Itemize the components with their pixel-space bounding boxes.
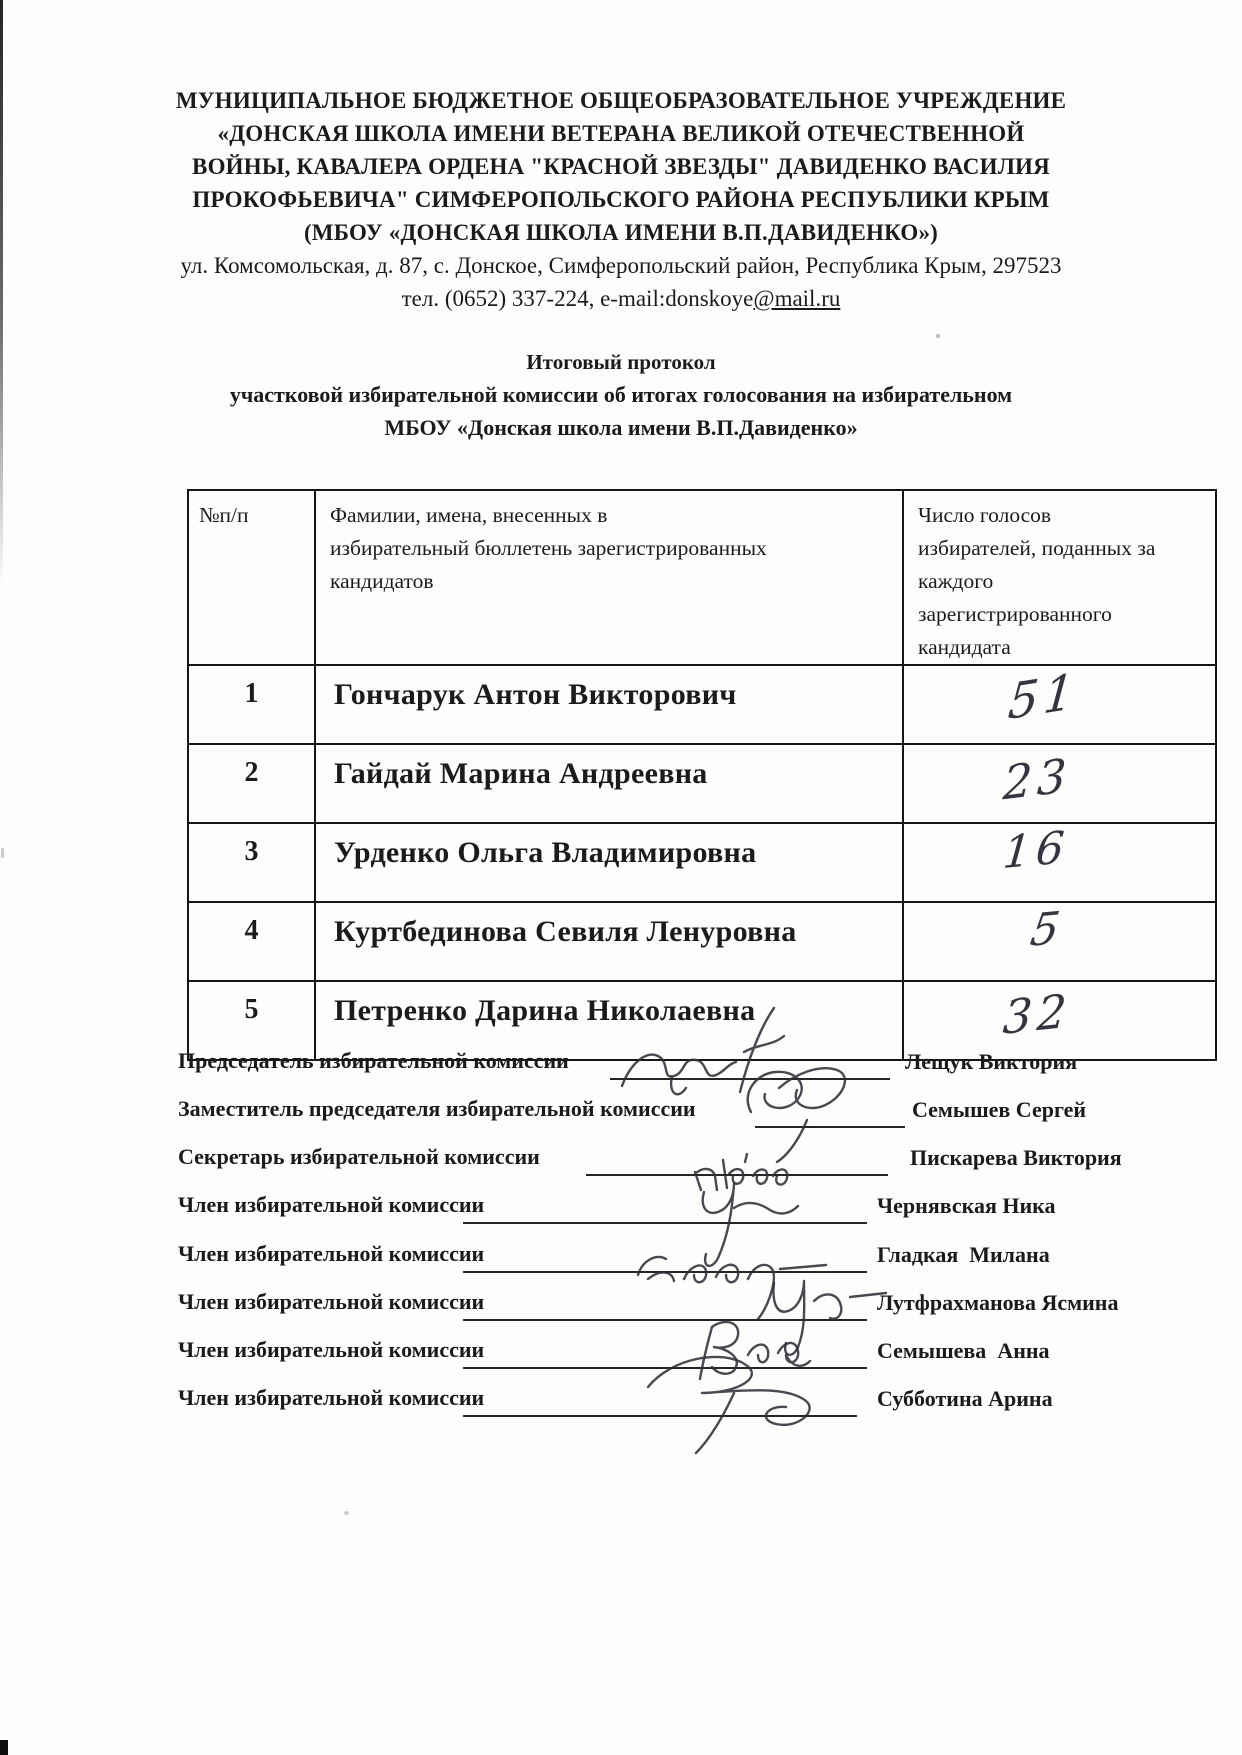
- signer-name: Лещук Виктория: [905, 1049, 1078, 1074]
- table-row: [188, 665, 1216, 744]
- handwritten-vote-count: 16: [1000, 821, 1071, 880]
- row-number: 2: [188, 744, 315, 823]
- signer-name: Семышев Сергей: [912, 1097, 1087, 1122]
- signer-name: Лутфрахманова Ясмина: [877, 1290, 1119, 1315]
- scan-speck: [936, 334, 940, 338]
- signature-role-label: Член избирательной комиссии: [178, 1289, 485, 1314]
- letterhead: [0, 84, 1242, 315]
- table-row: [188, 823, 1216, 902]
- letterhead-line: (МБОУ «ДОНСКАЯ ШКОЛА ИМЕНИ В.П.ДАВИДЕНКО»): [303, 220, 939, 245]
- row-number: 1: [188, 665, 315, 744]
- vote-count-cell: [903, 662, 1216, 744]
- signature-row: [0, 1241, 1242, 1283]
- signature-row: [0, 1385, 1242, 1427]
- signature-row: [0, 1144, 1242, 1186]
- candidate-name: Гончарук Антон Викторович: [315, 665, 903, 744]
- signature-row: [0, 1337, 1242, 1379]
- row-number: 5: [188, 981, 315, 1060]
- signature-role-label: Член избирательной комиссии: [178, 1241, 485, 1266]
- signer-name: Гладкая Милана: [877, 1242, 1050, 1267]
- title-line: МБОУ «Донская школа имени В.П.Давиденко»: [384, 415, 858, 440]
- signature-role-label: Член избирательной комиссии: [178, 1192, 485, 1217]
- vote-count-cell: [903, 744, 1216, 823]
- signature-row: [0, 1048, 1242, 1090]
- header-line: Фамилии, имена, внесенных в: [330, 503, 608, 527]
- handwritten-vote-count: 51: [1005, 662, 1082, 732]
- row-number: 3: [188, 823, 315, 902]
- header-line: каждого: [918, 569, 994, 593]
- signer-name: Семышева Анна: [877, 1338, 1050, 1363]
- signature-row: [0, 1096, 1242, 1138]
- handwritten-vote-count: 32: [1001, 983, 1074, 1045]
- table-header-row: [188, 490, 1216, 665]
- email-link-suffix: @mail.ru: [753, 286, 841, 311]
- signature-role-label: Член избирательной комиссии: [178, 1385, 485, 1410]
- table-row: [188, 902, 1216, 981]
- title-line: участковой избирательной комиссии об итогах голосования на избирательном: [229, 382, 1013, 407]
- letterhead-line: ВОЙНЫ, КАВАЛЕРА ОРДЕНА "КРАСНОЙ ЗВЕЗДЫ" ДАВИДЕНКО ВАСИЛИЯ: [192, 154, 1050, 179]
- scan-speck: [344, 1511, 349, 1515]
- document-title: [0, 346, 1242, 444]
- signer-name: Субботина Арина: [877, 1386, 1053, 1411]
- letterhead-line: ПРОКОФЬЕВИЧА" СИМФЕРОПОЛЬСКОГО РАЙОНА РЕСПУБЛИКИ КРЫМ: [192, 187, 1050, 212]
- signature-row: [0, 1289, 1242, 1331]
- header-line: избирательный бюллетень зарегистрированных: [330, 536, 767, 560]
- letterhead-line: МУНИЦИПАЛЬНОЕ БЮДЖЕТНОЕ ОБЩЕОБРАЗОВАТЕЛЬНОЕ УЧРЕЖДЕНИЕ: [175, 88, 1067, 113]
- letterhead-line: «ДОНСКАЯ ШКОЛА ИМЕНИ ВЕТЕРАНА ВЕЛИКОЙ ОТЕЧЕСТВЕННОЙ: [217, 121, 1025, 146]
- phone-and-email-text: тел. (0652) 337-224, e-mail:donskoye: [401, 286, 754, 311]
- header-line: кандидата: [918, 635, 1011, 659]
- header-cell-votes: [903, 490, 1216, 665]
- candidate-name: Урденко Ольга Владимировна: [315, 823, 903, 902]
- handwritten-vote-count: 23: [1002, 747, 1073, 811]
- letterhead-address: ул. Комсомольская, д. 87, с. Донское, Симферопольский район, Республика Крым, 297523: [180, 253, 1062, 278]
- scan-speck: [1, 848, 4, 858]
- signature-role-label: Секретарь избирательной комиссии: [178, 1144, 540, 1169]
- header-line: кандидатов: [330, 569, 434, 593]
- candidate-name: Куртбединова Севиля Ленуровна: [315, 902, 903, 981]
- table-row: [188, 744, 1216, 823]
- handwritten-vote-count: 5: [1027, 902, 1069, 957]
- vote-count-cell: [903, 902, 1216, 981]
- signer-name: Чернявская Ника: [877, 1193, 1056, 1218]
- header-line: Число голосов: [918, 503, 1052, 527]
- signature-role-label: Председатель избирательной комиссии: [178, 1048, 569, 1073]
- signature-row: [0, 1192, 1242, 1234]
- letterhead-contact: [0, 282, 1242, 315]
- header-cell-candidates: [315, 490, 903, 665]
- handwritten-signature: [630, 1347, 850, 1467]
- candidate-name: Гайдай Марина Андреевна: [315, 744, 903, 823]
- signature-role-label: Заместитель председателя избирательной комиссии: [178, 1096, 696, 1121]
- header-line: избирателей, поданных за: [918, 536, 1156, 560]
- signature-role-label: Член избирательной комиссии: [178, 1337, 485, 1362]
- scan-corner-artifact: [0, 1740, 8, 1755]
- results-table: [187, 489, 1217, 1061]
- signer-name: Пискарева Виктория: [910, 1145, 1122, 1170]
- candidate-name: Петренко Дарина Николаевна: [315, 981, 903, 1060]
- header-line: зарегистрированного: [918, 602, 1112, 626]
- row-number: 4: [188, 902, 315, 981]
- title-line: Итоговый протокол: [526, 350, 716, 374]
- vote-count-cell: [903, 823, 1216, 902]
- header-cell-number: №п/п: [188, 490, 315, 665]
